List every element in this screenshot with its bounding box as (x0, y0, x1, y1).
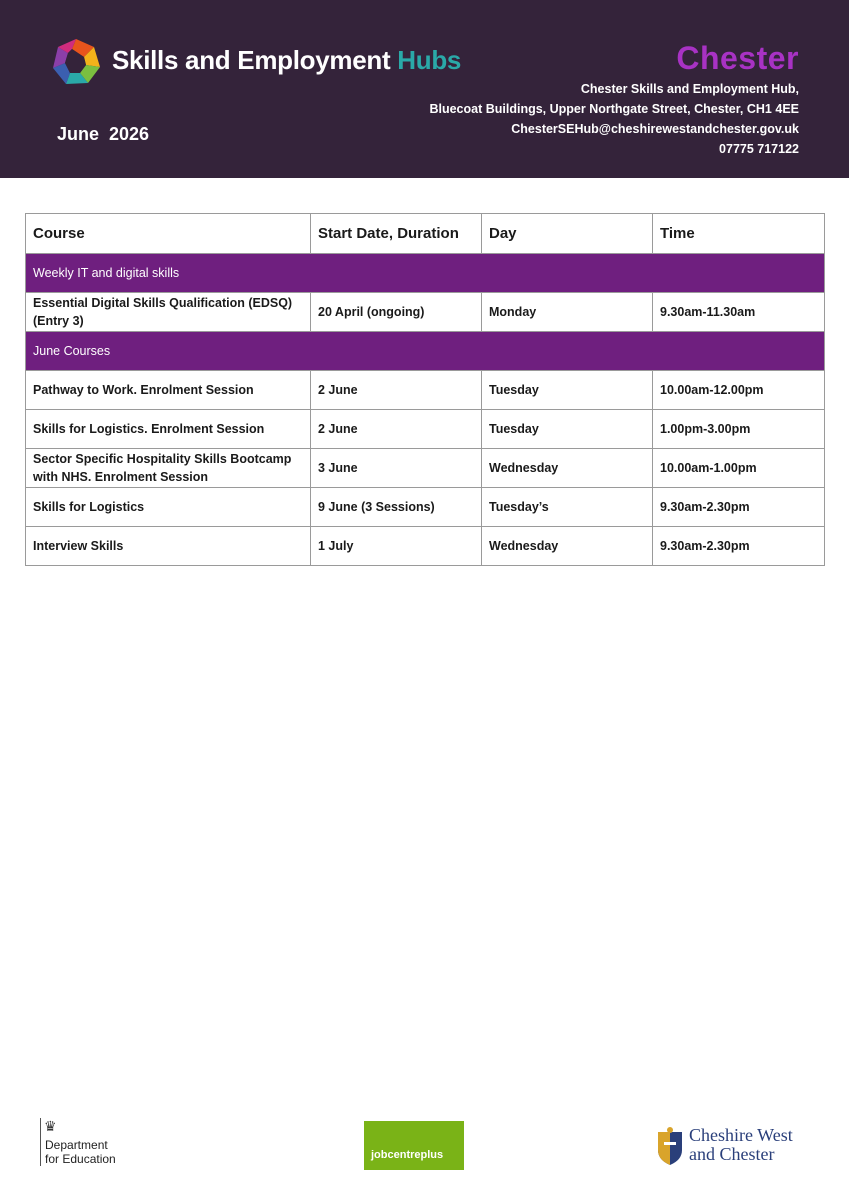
brand-title (112, 45, 461, 76)
jobcentre-plus-text: jobcentreplus (371, 1149, 444, 1161)
column-header-start-date: Start Date, Duration (311, 214, 482, 254)
day-cell: Monday (482, 293, 653, 332)
table-header-row (26, 214, 825, 254)
start-date-cell: 2 June (311, 410, 482, 449)
course-cell: Essential Digital Skills Qualification (EDSQ) (Entry 3) (26, 293, 311, 332)
council-shield-icon (655, 1126, 685, 1166)
time-cell: 10.00am-12.00pm (653, 371, 825, 410)
start-date-cell: 2 June (311, 371, 482, 410)
hubs-logo-icon (50, 37, 102, 87)
address-line: Chester Skills and Employment Hub, (580, 82, 799, 96)
course-cell: Skills for Logistics (26, 488, 311, 527)
start-date-cell: 9 June (3 Sessions) (311, 488, 482, 527)
brand-accent: Hubs (397, 45, 462, 75)
time-cell: 1.00pm-3.00pm (653, 410, 825, 449)
table-row (26, 527, 825, 566)
time-cell: 9.30am-2.30pm (653, 527, 825, 566)
day-cell: Wednesday (482, 449, 653, 488)
section-row (26, 332, 825, 371)
council-name (689, 1126, 793, 1164)
course-cell: Sector Specific Hospitality Skills Bootcamp with NHS. Enrolment Session (26, 449, 311, 488)
page-header (0, 0, 849, 178)
month-label: June 2026 (57, 124, 150, 144)
dfe-divider (40, 1118, 41, 1166)
column-header-day: Day (482, 214, 653, 254)
column-header-course: Course (26, 214, 311, 254)
table-row (26, 410, 825, 449)
jobcentre-plus-logo (364, 1121, 464, 1170)
hub-address (429, 79, 799, 159)
course-cell: Skills for Logistics. Enrolment Session (26, 410, 311, 449)
hub-name: Chester (676, 40, 799, 76)
royal-crest-icon: ♛ (44, 1118, 57, 1134)
dfe-logo (40, 1118, 160, 1168)
day-cell: Tuesday’s (482, 488, 653, 527)
time-cell: 9.30am-11.30am (653, 293, 825, 332)
day-cell: Tuesday (482, 410, 653, 449)
dfe-line-1: Department (45, 1138, 108, 1152)
column-header-time: Time (653, 214, 825, 254)
dfe-text (45, 1138, 116, 1166)
time-cell: 10.00am-1.00pm (653, 449, 825, 488)
section-title: Weekly IT and digital skills (26, 254, 825, 293)
phone-number: 07775 717122 (719, 142, 799, 156)
start-date-cell: 1 July (311, 527, 482, 566)
email-link[interactable]: ChesterSEHub@cheshirewestandchester.gov.uk (511, 122, 799, 136)
day-cell: Tuesday (482, 371, 653, 410)
cheshire-west-logo (655, 1124, 805, 1170)
address-line: Bluecoat Buildings, Upper Northgate Street, Chester, CH1 4EE (429, 102, 799, 116)
section-title: June Courses (26, 332, 825, 371)
table-row (26, 449, 825, 488)
start-date-cell: 20 April (ongoing) (311, 293, 482, 332)
courses-table (25, 213, 825, 566)
dfe-line-2: for Education (45, 1152, 116, 1166)
council-line-2: and Chester (689, 1144, 775, 1164)
council-line-1: Cheshire West (689, 1125, 793, 1145)
course-cell: Interview Skills (26, 527, 311, 566)
section-row (26, 254, 825, 293)
table-row (26, 371, 825, 410)
table-row (26, 488, 825, 527)
start-date-cell: 3 June (311, 449, 482, 488)
table-row (26, 293, 825, 332)
course-cell: Pathway to Work. Enrolment Session (26, 371, 311, 410)
day-cell: Wednesday (482, 527, 653, 566)
brand-main: Skills and Employment (112, 45, 398, 75)
time-cell: 9.30am-2.30pm (653, 488, 825, 527)
